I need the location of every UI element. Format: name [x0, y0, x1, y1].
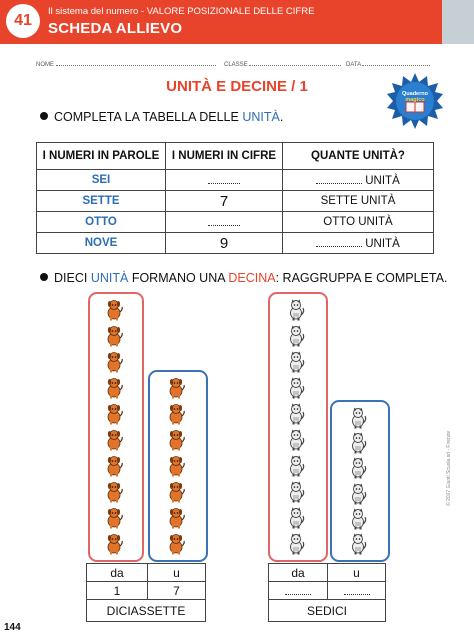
answer-blank[interactable]: [316, 236, 362, 247]
number-word: NOVE: [37, 233, 166, 254]
units-cell[interactable]: [283, 170, 434, 191]
dog-icon: [166, 377, 186, 404]
number-word: SEI: [37, 170, 166, 191]
units-header: u: [328, 564, 386, 582]
dog-icon: [104, 299, 124, 326]
units-table: [36, 142, 434, 254]
dog-icon: [104, 507, 124, 534]
answer-blank[interactable]: [208, 215, 240, 226]
cat-icon: [286, 481, 306, 508]
dog-icon: [166, 507, 186, 534]
instruction-suffix: .: [279, 110, 284, 124]
units-value[interactable]: 7: [148, 582, 206, 600]
header-bar: [0, 0, 474, 44]
quaderno-magico-badge: [386, 72, 444, 130]
class-field[interactable]: [249, 60, 341, 66]
svg-text:Quaderno: Quaderno: [402, 91, 428, 97]
bullet-icon: [40, 112, 48, 120]
instruction-keyword-units: UNITÀ: [90, 271, 129, 285]
dog-icon: [104, 455, 124, 482]
header-subtitle: Il sistema del numero - VALORE POSIZIONALE DELLE CIFRE: [48, 6, 315, 17]
digit-cell: 9: [166, 233, 283, 254]
units-header: u: [148, 564, 206, 582]
number-word: OTTO: [37, 212, 166, 233]
units-cell: OTTO UNITÀ: [283, 212, 434, 233]
number-word: SETTE: [37, 191, 166, 212]
dog-icon: [104, 377, 124, 404]
table-row: [37, 233, 434, 254]
cat-icon: [348, 508, 368, 535]
dog-icon: [166, 481, 186, 508]
cat-icon: [286, 533, 306, 560]
exercise-2-instruction: [40, 271, 447, 285]
digit-cell[interactable]: [166, 170, 283, 191]
cat-icon: [286, 429, 306, 456]
cat-icon: [348, 533, 368, 560]
card-number-badge: 41: [6, 4, 40, 38]
name-line: [36, 60, 216, 68]
date-field[interactable]: [362, 60, 430, 66]
table-row: [37, 212, 434, 233]
instruction-keyword: UNITÀ: [242, 110, 280, 124]
cat-icon: [286, 351, 306, 378]
class-line: [224, 60, 341, 68]
dog-icon: [104, 325, 124, 352]
digit-cell: 7: [166, 191, 283, 212]
instruction-text: DIECI: [54, 271, 88, 285]
name-label: NOME: [36, 62, 54, 68]
units-value[interactable]: [328, 582, 386, 600]
exercise-1-instruction: [40, 110, 283, 124]
tens-header: da: [87, 564, 148, 582]
instruction-text: FORMANO UNA: [131, 271, 225, 285]
cat-icon: [286, 455, 306, 482]
answer-blank[interactable]: [285, 584, 311, 595]
table-row: [37, 170, 434, 191]
units-text: UNITÀ: [365, 175, 400, 187]
cat-icon: [286, 377, 306, 404]
instruction-text: COMPLETA LA TABELLA DELLE: [54, 110, 239, 124]
number-word-cell: DICIASSETTE: [87, 600, 206, 622]
name-field[interactable]: [56, 60, 216, 66]
dog-icon: [166, 533, 186, 560]
page-title: UNITÀ E DECINE / 1: [166, 78, 308, 95]
dog-icon: [166, 429, 186, 456]
svg-text:magico: magico: [405, 97, 425, 103]
header-side-strip: [442, 0, 474, 44]
dog-icon: [104, 429, 124, 456]
answer-blank[interactable]: [344, 584, 370, 595]
cat-icon: [286, 299, 306, 326]
table-row: [37, 191, 434, 212]
cat-icon: [286, 403, 306, 430]
cat-icon: [348, 432, 368, 459]
tens-header: da: [269, 564, 328, 582]
column-header: I NUMERI IN CIFRE: [166, 143, 283, 170]
units-cell[interactable]: [283, 233, 434, 254]
header-title: SCHEDA ALLIEVO: [48, 20, 183, 37]
cat-icon: [348, 407, 368, 434]
dog-icon: [104, 403, 124, 430]
date-label: DATA: [346, 62, 361, 68]
copyright-note: © 2017 Giunti Scuola srl - Firenze: [446, 430, 452, 506]
cat-icon: [348, 483, 368, 510]
number-word-cell: SEDICI: [269, 600, 386, 622]
answer-blank[interactable]: [208, 173, 240, 184]
cat-icon: [348, 457, 368, 484]
units-text: UNITÀ: [365, 238, 400, 250]
bullet-icon: [40, 273, 48, 281]
units-cell: SETTE UNITÀ: [283, 191, 434, 212]
tens-value[interactable]: [269, 582, 328, 600]
answer-blank[interactable]: [316, 173, 362, 184]
instruction-keyword-decina: DECINA: [228, 271, 276, 285]
place-value-table-dogs: [86, 563, 206, 622]
tens-value[interactable]: 1: [87, 582, 148, 600]
column-header: QUANTE UNITÀ?: [283, 143, 434, 170]
instruction-suffix: : RAGGRUPPA E COMPLETA.: [275, 271, 448, 285]
place-value-table-cats: [268, 563, 386, 622]
cat-icon: [286, 325, 306, 352]
dog-icon: [166, 455, 186, 482]
date-line: [346, 60, 430, 68]
page-number: 144: [4, 622, 21, 633]
table-header-row: [37, 143, 434, 170]
dog-icon: [104, 481, 124, 508]
dog-icon: [104, 351, 124, 378]
class-label: CLASSE: [224, 62, 248, 68]
dog-icon: [104, 533, 124, 560]
dog-icon: [166, 403, 186, 430]
cat-icon: [286, 507, 306, 534]
column-header: I NUMERI IN PAROLE: [37, 143, 166, 170]
digit-cell[interactable]: [166, 212, 283, 233]
